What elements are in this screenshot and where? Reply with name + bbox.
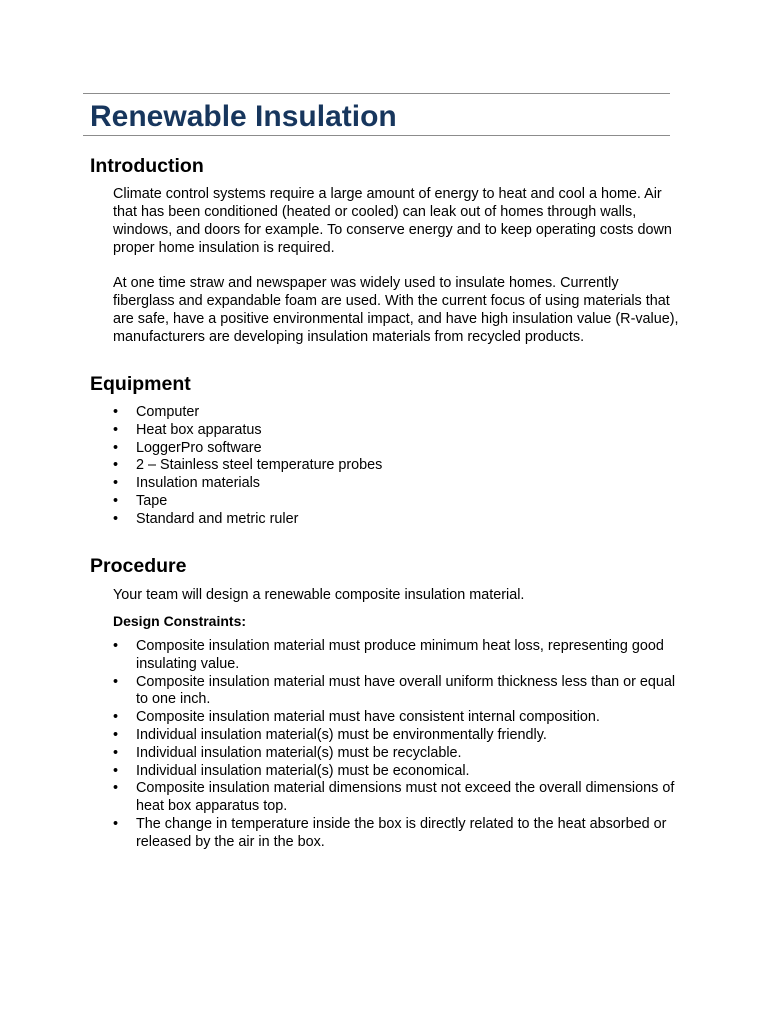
bullet-icon: • [113, 439, 119, 456]
equipment-item-text: Heat box apparatus [136, 421, 262, 438]
equipment-list-item [113, 475, 683, 493]
constraint-list-item [113, 763, 683, 781]
equipment-list-item [113, 440, 683, 458]
bullet-icon: • [113, 457, 119, 474]
constraint-list-item [113, 816, 683, 852]
procedure-heading: Procedure [90, 555, 187, 577]
constraint-list-item [113, 780, 683, 816]
constraint-item-text: Composite insulation material must produce minimum heat loss, representing good insulating value. [136, 638, 664, 672]
bullet-icon: • [113, 673, 119, 690]
equipment-list [113, 404, 683, 529]
constraint-list-item [113, 727, 683, 745]
introduction-paragraph-2: At one time straw and newspaper was widely used to insulate homes. Currently fiberglass and expandable foam are used. With the current focus of using materials that are safe, have a positive environmental impact, and have high insulation value (R-value), manufacturers are developing insulation materials from recycled products. [113, 275, 679, 345]
constraint-item-text: The change in temperature inside the box is directly related to the heat absorbed or released by the air in the box. [136, 815, 667, 850]
constraint-item-text: Composite insulation material must have overall uniform thickness less than or equal to one inch. [136, 673, 676, 708]
equipment-item-text: Insulation materials [136, 475, 260, 492]
equipment-list-item [113, 422, 683, 440]
equipment-list-item [113, 404, 683, 422]
bullet-icon: • [113, 762, 119, 779]
bullet-icon: • [113, 815, 119, 832]
design-constraints-label: Design Constraints: [113, 613, 247, 629]
constraint-item-text: Individual insulation material(s) must be economical. [136, 762, 470, 779]
equipment-heading: Equipment [90, 373, 191, 395]
title-top-rule [83, 93, 670, 94]
equipment-item-text: Standard and metric ruler [136, 510, 299, 527]
bullet-icon: • [113, 744, 119, 761]
constraint-list-item [113, 745, 683, 763]
equipment-list-item [113, 511, 683, 529]
introduction-paragraph-1: Climate control systems require a large amount of energy to heat and cool a home. Air that has been conditioned (heated or cooled) can leak out of homes through walls, windows, and doors for example. To conserve energy and to keep operating costs down proper home insulation is required. [113, 186, 672, 256]
bullet-icon: • [113, 492, 119, 509]
design-constraints-list [113, 638, 683, 852]
procedure-intro: Your team will design a renewable composite insulation material. [113, 587, 525, 603]
equipment-list-item [113, 493, 683, 511]
constraint-item-text: Individual insulation material(s) must be recyclable. [136, 744, 462, 761]
equipment-item-text: LoggerPro software [136, 439, 262, 456]
title-bottom-rule [83, 135, 670, 136]
constraint-list-item [113, 638, 683, 674]
constraint-item-text: Composite insulation material dimensions must not exceed the overall dimensions of heat box apparatus top. [136, 780, 675, 815]
bullet-icon: • [113, 709, 119, 726]
bullet-icon: • [113, 780, 119, 797]
bullet-icon: • [113, 404, 119, 420]
bullet-icon: • [113, 726, 119, 743]
constraint-item-text: Individual insulation material(s) must be environmentally friendly. [136, 726, 547, 743]
bullet-icon: • [113, 475, 119, 492]
page-title: Renewable Insulation [90, 100, 397, 133]
introduction-heading: Introduction [90, 155, 204, 177]
equipment-item-text: 2 – Stainless steel temperature probes [136, 457, 383, 474]
constraint-list-item [113, 674, 683, 710]
bullet-icon: • [113, 638, 119, 654]
equipment-item-text: Tape [136, 492, 168, 509]
constraint-item-text: Composite insulation material must have consistent internal composition. [136, 709, 600, 726]
constraint-list-item [113, 709, 683, 727]
bullet-icon: • [113, 510, 119, 527]
bullet-icon: • [113, 421, 119, 438]
equipment-list-item [113, 457, 683, 475]
equipment-item-text: Computer [136, 404, 200, 420]
